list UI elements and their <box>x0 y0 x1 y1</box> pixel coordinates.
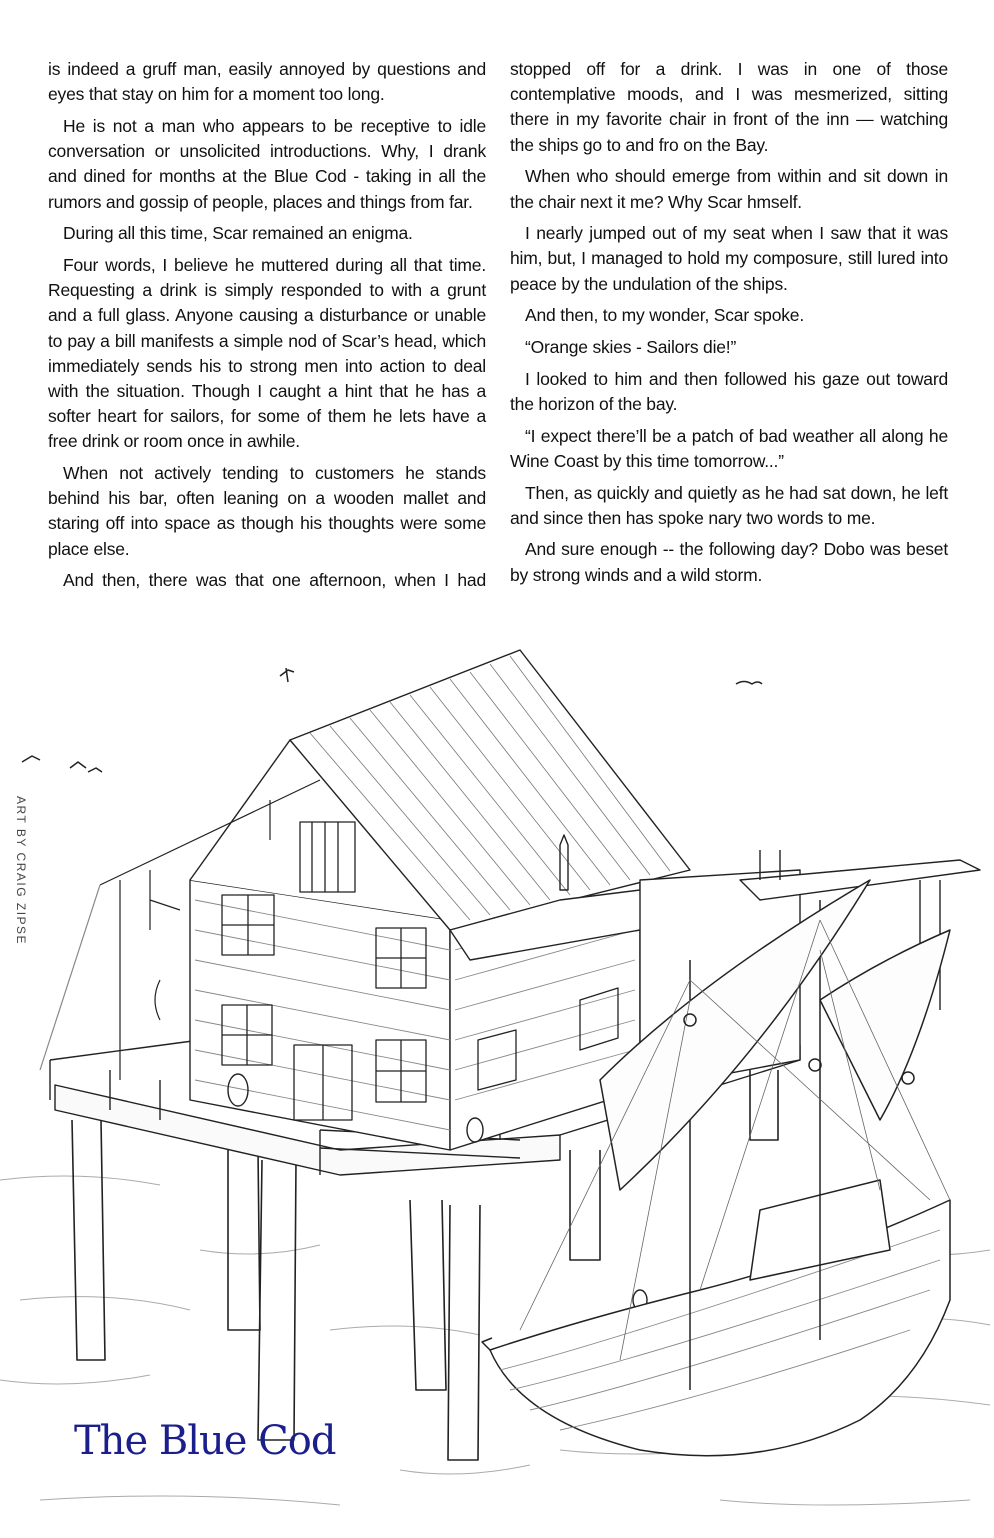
paragraph: And then, to my wonder, Scar spoke. <box>525 305 804 326</box>
paragraph: And sure enough -- the following day? Dobo was beset by strong winds and a wild storm. <box>510 539 948 585</box>
paragraph: I nearly jumped out of my seat when I saw that it was him, but, I managed to hold my composure, still lured into peace by the undulation of the ships. <box>510 223 948 294</box>
paragraph: “Orange skies - Sailors die!” <box>525 337 737 358</box>
paragraph: “I expect there’ll be a patch of bad weather all along he Wine Coast by this time tomorrow...” <box>510 425 948 471</box>
paragraph: stopped off for a drink. I was in one of those contemplative moods, and I was mesmerized, sitting there in my favorite chair in front of the inn — watching the ships go to and fro on the Bay. <box>510 59 948 155</box>
paragraph: I looked to him and then followed his gaze out toward the horizon of the bay. <box>510 368 948 414</box>
paragraph: And then, there was that one afternoon, when I had <box>63 570 486 591</box>
paragraph: Four words, I believe he muttered during all that time. Requesting a drink is simply responded to with a grunt and a full glass. Anyone causing a disturbance or unable to pay a bill manifests a simple nod of Scar’s head, which immediately sends his to strong men into action to deal with the situation. Though I caught a hint that he has a softer heart for sailors, for some of them he lets have a free drink or room once in awhile. <box>48 254 486 452</box>
art-credit <box>8 796 32 946</box>
illustration-caption: The Blue Cod <box>74 1418 336 1464</box>
article-left-column <box>48 57 486 600</box>
paragraph: is indeed a gruff man, easily annoyed by questions and eyes that stay on him for a moment too long. <box>48 59 486 105</box>
blue-cod-illustration <box>0 610 994 1538</box>
article-right-column <box>510 57 948 594</box>
paragraph: During all this time, Scar remained an enigma. <box>63 223 413 244</box>
paragraph: When who should emerge from within and sit down in the chair next it me? Why Scar hmself. <box>510 166 948 212</box>
paragraph: When not actively tending to customers he stands behind his bar, often leaning on a wooden mallet and staring off into space as though his thoughts were some place else. <box>48 463 486 559</box>
art-credit-text: ART BY CRAIG ZIPSE <box>14 796 28 946</box>
paragraph: Then, as quickly and quietly as he had sat down, he left and since then has spoke nary two words to me. <box>510 482 948 528</box>
paragraph: He is not a man who appears to be receptive to idle conversation or unsolicited introductions. Why, I drank and dined for months at the Blue Cod - taking in all the rumors and gossip of people, places and things from far. <box>48 115 486 212</box>
